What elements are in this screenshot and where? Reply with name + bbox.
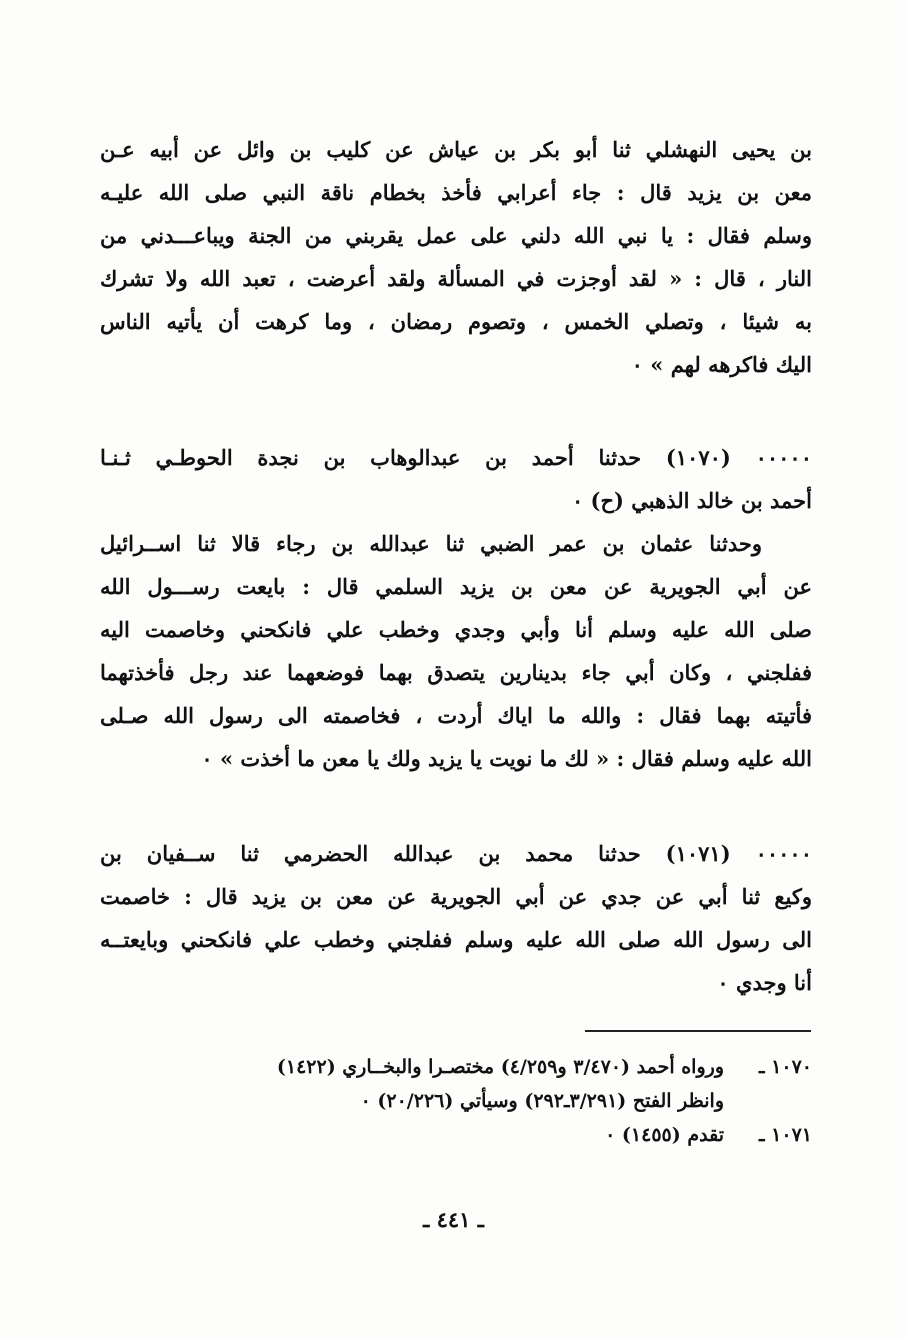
text-line: أنا وجدي ٠ — [717, 970, 812, 995]
footnote-text: ورواه أحمد (٣/٤٧٠ و٤/٢٥٩) مختصـرا والبخــاري (١٤٢٢) — [276, 1056, 724, 1078]
footnote-number: ١٠٧١ ـ — [758, 1124, 812, 1146]
page-number: ـ ٤٤١ ـ — [423, 1207, 484, 1232]
text-line: به شيئا ، وتصلي الخمس ، وتصوم رمضان ، وما كرهت أن يأتيه الناس — [100, 309, 812, 334]
text-line: الى رسول الله صلى الله عليه وسلم ففلجني وخطب علي فانكحني وبايعتــه — [100, 927, 812, 952]
text-line: وكيع ثنا أبي عن جدي عن أبي الجويرية عن معن بن يزيد قال : خاصمت — [100, 884, 812, 909]
footnote-1070 — [100, 1050, 812, 1084]
paragraph-hadith-1070 — [100, 436, 812, 780]
footnote-number: ١٠٧٠ ـ — [758, 1056, 812, 1078]
text-line: وسلم فقال : يا نبي الله دلني على عمل يقربني من الجنة ويباعـــدني من — [100, 223, 812, 248]
footnote-text: تقدم (١٤٥٥) ٠ — [605, 1124, 724, 1146]
text-line: النار ، قال : « لقد أوجزت في المسألة ولقد أعرضت ، تعبد الله ولا تشرك — [100, 266, 812, 291]
paragraph-hadith-1071 — [100, 832, 812, 1004]
text-line: وحدثنا عثمان بن عمر الضبي ثنا عبدالله بن رجاء قالا ثنا اســرائيل — [100, 531, 762, 556]
text-line: فأتيته بهما فقال : والله ما اياك أردت ، فخاصمته الى رسول الله صـلى — [100, 703, 812, 728]
text-line: الله عليه وسلم فقال : « لك ما نويت يا يزيد ولك يا معن ما أخذت » ٠ — [201, 746, 812, 771]
footnote-1070-continuation — [100, 1084, 812, 1118]
footnote-1071 — [100, 1118, 812, 1152]
text-line: اليك فاكرهه لهم » ٠ — [631, 352, 812, 377]
text-line: عن أبي الجويرية عن معن بن يزيد السلمي قال : بايعت رســـول الله — [100, 574, 812, 599]
footnote-separator — [585, 1030, 811, 1032]
text-line: معن بن يزيد قال : جاء أعرابي فأخذ بخطام ناقة النبي صلى الله عليـه — [100, 180, 812, 205]
text-line: أحمد بن خالد الذهبي (ح) ٠ — [571, 488, 812, 513]
text-line: بن يحيى النهشلي ثنا أبو بكر بن عياش عن كليب بن وائل عن أبيه عـن — [100, 137, 812, 162]
text-line: ٠٠٠٠٠ (١٠٧٠) حدثنا أحمد بن عبدالوهاب بن نجدة الحوطـي ثـنـا — [100, 445, 812, 470]
paragraph-hadith-continuation — [100, 128, 812, 386]
text-line: ففلجني ، وكان أبي جاء بدينارين يتصدق بهما فوضعهما عند رجل فأخذتهما — [100, 660, 812, 685]
footnotes — [100, 1050, 812, 1152]
text-line: صلى الله عليه وسلم أنا وأبي وجدي وخطب علي فانكحني وخاصمت اليه — [100, 617, 812, 642]
footnote-text: وانظر الفتح (٣/٢٩١ـ٢٩٢) وسيأتي (٢٠/٢٢٦) ٠ — [360, 1090, 724, 1112]
text-line: ٠٠٠٠٠ (١٠٧١) حدثنا محمد بن عبدالله الحضرمي ثنا ســفيان بن — [100, 841, 812, 866]
